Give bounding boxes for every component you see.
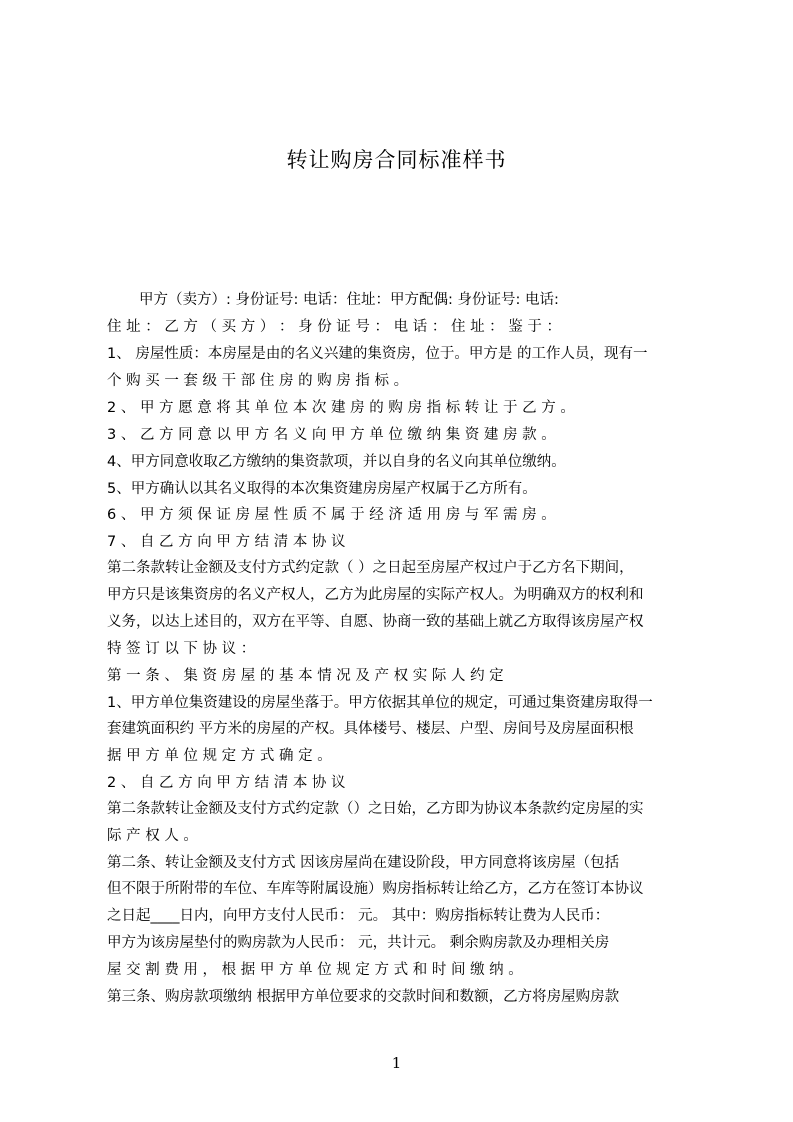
text-line: 第二条款转让金额及支付方式约定款（ ）之日起至房屋产权过户于乙方名下期间， <box>107 560 634 576</box>
text-line: 7 、 自 乙 方 向 甲 方 结 清 本 协 议 <box>107 534 346 550</box>
text-line: 甲方（卖方）: 身份证号: 电话：住址：甲方配偶: 身份证号: 电话: <box>139 292 559 308</box>
text-line: 第二条款转让金额及支付方式约定款（）之日始，乙方即为协议本条款约定房屋的实 <box>107 801 644 817</box>
text-line: 1、甲方单位集资建设的房屋坐落于。甲方依据其单位的规定，可通过集资建房取得一 <box>107 695 653 711</box>
text-line: 之日起____日内，向甲方支付人民币： 元。 其中：购房指标转让费为人民币： <box>107 908 610 924</box>
text-line: 特 签 订 以 下 协 议 ： <box>107 641 256 657</box>
text-line: 5、甲方确认以其名义取得的本次集资建房房屋产权属于乙方所有。 <box>107 481 537 497</box>
text-line: 套建筑面积约 平方米的房屋的产权。具体楼号、楼层、户型、房间号及房屋面积根 <box>107 721 634 737</box>
page-number: 1 <box>391 1054 402 1072</box>
text-line: 3 、 乙 方 同 意 以 甲 方 名 义 向 甲 方 单 位 缴 纳 集 资 建 房 款 。 <box>107 427 556 443</box>
document-title: 转让购房合同标准样书 <box>286 148 507 172</box>
text-line: 1、 房屋性质：本房屋是由的名义兴建的集资房，位于。甲方是 的工作人员，现有一 <box>107 346 648 362</box>
text-line: 甲方为该房屋垫付的购房款为人民币： 元，共计元。 剩余购房款及办理相关房 <box>107 935 610 951</box>
text-line: 个 购 买 一 套 级 干 部 住 房 的 购 房 指 标 。 <box>107 373 409 389</box>
text-line: 4、甲方同意收取乙方缴纳的集资款项，并以自身的名义向其单位缴纳。 <box>107 454 566 470</box>
text-line: 据 甲 方 单 位 规 定 方 式 确 定 。 <box>107 748 332 764</box>
text-line: 际 产 权 人 。 <box>107 828 198 844</box>
text-line: 甲方只是该集资房的名义产权人，乙方为此房屋的实际产权人。为明确双方的权利和 <box>107 587 644 603</box>
text-line: 2 、 甲 方 愿 意 将 其 单 位 本 次 建 房 的 购 房 指 标 转 让 于 乙 方 。 <box>107 400 575 416</box>
text-line: 住 址 ： 乙 方 （ 买 方 ） ： 身 份 证 号 ： 电 话 ： 住 址 ： 鉴 于 ： <box>107 319 562 335</box>
text-line: 2 、 自 乙 方 向 甲 方 结 清 本 协 议 <box>107 775 346 791</box>
text-line: 第二条、转让金额及支付方式 因该房屋尚在建设阶段，甲方同意将该房屋（包括 <box>107 855 620 871</box>
text-line: 屋 交 割 费 用 ， 根 据 甲 方 单 位 规 定 方 式 和 时 间 缴 纳 。 <box>107 962 523 978</box>
text-line: 6 、 甲 方 须 保 证 房 屋 性 质 不 属 于 经 济 适 用 房 与 军 需 房 。 <box>107 507 556 523</box>
text-line: 第 一 条 、 集 资 房 屋 的 基 本 情 况 及 产 权 实 际 人 约 定 <box>107 668 504 684</box>
text-line: 第三条、购房款项缴纳 根据甲方单位要求的交款时间和数额，乙方将房屋购房款 <box>107 989 620 1005</box>
text-line: 义务，以达上述目的，双方在平等、自愿、协商一致的基础上就乙方取得该房屋产权 <box>107 614 644 630</box>
text-line: 但不限于所附带的车位、车库等附属设施）购房指标转让给乙方，乙方在签订本协议 <box>107 881 644 897</box>
